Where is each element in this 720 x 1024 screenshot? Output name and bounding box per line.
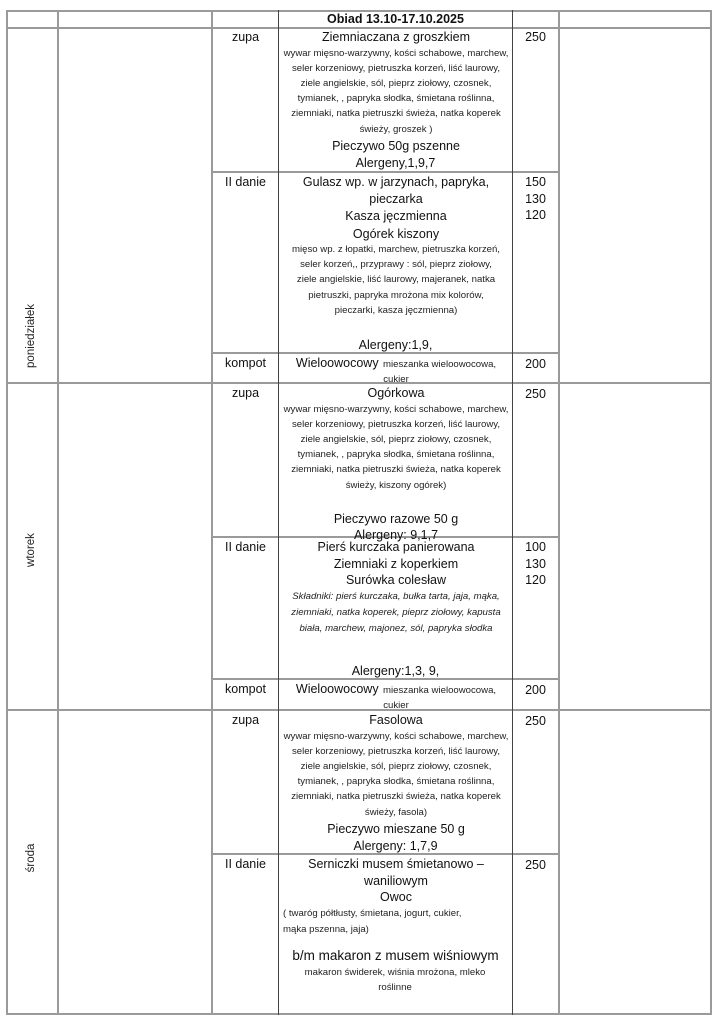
- quantity: 250: [525, 858, 546, 872]
- column-divider: [558, 10, 560, 1015]
- table-border-bottom: [6, 1013, 712, 1015]
- meal-category: II danie: [224, 540, 266, 554]
- dish-ingredients: mięso wp. z łopatki, marchew, pietruszka korzeń, seler korzeń,, przyprawy : sól, pieprz ziołowy, ziele angielskie, liść laurowy, majeranek, natka pietruszki, papryka mrożona mix kolorów, pieczarki, kasza jęczmienna): [292, 244, 500, 316]
- dish-ingredients: wywar mięsno-warzywny, kości schabowe, marchew, seler korzeniowy, pietruszka korzeń, liść laurowy, ziele angielskie, sól, pieprz ziołowy, czosnek, tymianek, , papryka słodka, śmietana roślinna, ziemniaki, natka pietruszki świeża, natka koperek świeży, fasola): [283, 730, 509, 818]
- meal-description: [282, 355, 510, 386]
- dish-ingredients: wywar mięsno-warzywny, kości schabowe, marchew, seler korzeniowy, pietruszka korzeń, liść laurowy, ziele angielskie, sól, pieprz ziołowy, czosnek, tymianek, , papryka słodka, śmietana roślinna, ziemniaki, natka pietruszki świeża, natka koperek świeży, groszek ): [283, 47, 509, 135]
- quantity: 250: [525, 714, 546, 728]
- meal-description: [290, 174, 502, 318]
- meal-category: kompot: [225, 356, 266, 370]
- menu-title: Obiad 13.10-17.10.2025: [327, 12, 464, 26]
- column-divider: [57, 10, 59, 1015]
- dish-name: Ogórkowa: [367, 386, 425, 400]
- dish-name: Ziemniaczana z groszkiem: [322, 30, 470, 44]
- dish-ingredients: mieszanka wieloowocowa, cukier: [383, 359, 497, 385]
- alt-dish-ingredients: makaron świderek, wiśnia mrożona, mleko roślinne: [304, 967, 486, 994]
- allergens: Alergeny:1,9,: [358, 338, 433, 352]
- dish-ingredients: wywar mięsno-warzywny, kości schabowe, marchew, seler korzeniowy, pietruszka korzeń, liść laurowy, ziele angielskie, sól, pieprz ziołowy, czosnek, tymianek, , papryka słodka, śmietana roślinna, ziemniaki, natka pietruszki świeża, natka koperek świeży, kiszony ogórek): [283, 403, 509, 491]
- dish-name: Ziemniaki z koperkiem: [333, 556, 459, 571]
- dish-ingredients: mieszanka wieloowocowa, cukier: [383, 685, 497, 711]
- dish-name: Gulasz wp. w jarzynach, papryka, pieczarka: [302, 175, 490, 206]
- allergens: Alergeny: 9,1,7: [353, 528, 439, 543]
- meal-description: [282, 856, 510, 906]
- dish-ingredients: ( twaróg półtłusty, śmietana, jogurt, cukier, mąka pszenna, jaja): [283, 908, 462, 935]
- quantity: 130: [525, 191, 546, 206]
- meal-category: II danie: [224, 857, 266, 871]
- dish-name: Surówka colesław: [345, 573, 447, 587]
- quantity: 120: [525, 573, 546, 587]
- bread-info: Pieczywo mieszane 50 g: [327, 821, 465, 836]
- dish-name: Wieloowocowy: [295, 356, 379, 370]
- meal-category: kompot: [225, 682, 266, 696]
- allergens: Alergeny: 1,7,9: [353, 839, 438, 853]
- allergens: Alergeny,1,9,7: [355, 156, 436, 170]
- bread-info: Pieczywo razowe 50 g: [333, 511, 459, 526]
- dish-name: Kasza jęczmienna: [345, 209, 447, 223]
- bread-info: Pieczywo 50g pszenne: [332, 138, 460, 153]
- dish-name: Serniczki musem śmietanowo – waniliowym: [308, 857, 484, 888]
- dish-name: Pierś kurczaka panierowana: [317, 540, 475, 554]
- dish-name: Fasolowa: [369, 713, 423, 727]
- day-label-wednesday: środa: [25, 843, 37, 873]
- table-border-left: [6, 10, 8, 1015]
- meal-category: II danie: [224, 175, 266, 189]
- meal-category: zupa: [231, 713, 260, 727]
- dish-ingredients: Składniki: pierś kurczaka, bułka tarta, jaja, mąka, ziemniaki, natka koperek, pieprz ziołowy, kapusta biała, marchew, majonez, sól, papryka słodka: [291, 590, 501, 634]
- quantity: 130: [525, 556, 546, 571]
- meal-category: zupa: [231, 386, 260, 400]
- quantity: 120: [525, 208, 546, 222]
- day-label-monday: poniedziałek: [25, 304, 37, 368]
- quantity: 200: [525, 683, 546, 697]
- alt-dish-name: b/m makaron z musem wiśniowym: [292, 948, 499, 963]
- quantity-list: [513, 539, 558, 589]
- meal-description: [282, 29, 510, 154]
- quantity-list: [513, 174, 558, 224]
- quantity: 150: [525, 175, 546, 189]
- quantity: 250: [525, 387, 546, 401]
- meal-description: [282, 712, 510, 837]
- allergens: Alergeny:1,3, 9,: [351, 664, 440, 678]
- meal-description: [282, 681, 510, 712]
- meal-category: zupa: [231, 30, 260, 44]
- day-label-tuesday: wtorek: [25, 533, 37, 567]
- quantity: 200: [525, 357, 546, 371]
- dish-name: Ogórek kiszony: [352, 226, 440, 241]
- dish-name: Owoc: [380, 890, 412, 904]
- table-border-right: [710, 10, 712, 1015]
- quantity: 250: [525, 30, 546, 44]
- meal-description: [282, 539, 510, 637]
- meal-description: [282, 385, 510, 544]
- quantity: 100: [525, 540, 546, 554]
- dish-name: Wieloowocowy: [295, 682, 379, 696]
